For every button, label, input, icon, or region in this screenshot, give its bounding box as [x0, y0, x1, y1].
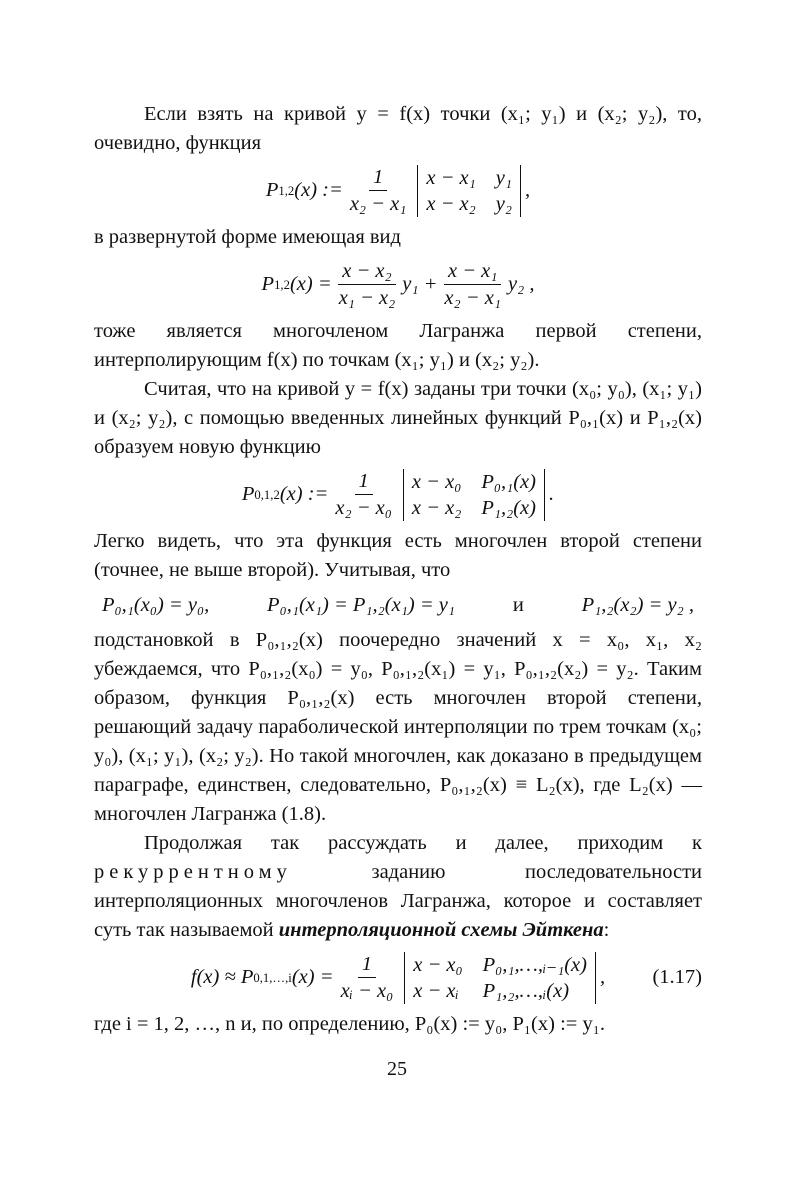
formula-part: P₁,₂(x₂) = y₂ ,: [581, 594, 694, 616]
formula-node-values: [94, 591, 702, 620]
paragraph-7: [94, 829, 702, 945]
paragraph-6: подстановкой в P₀,₁,₂(x) поочередно значений x = x₀, x₁, x₂ убеждаемся, что P₀,₁,₂(x₀) = y₀, P₀,₁,₂(x₁) = y₁, P₀,₁,₂(x₂) = y₂. Таким образом, функция P₀,₁,₂(x) есть многочлен второй степени, решающий задачу параболической интерполяции по трем точкам (x₀; y₀), (x₁; y₁), (x₂; y₂). Но такой многочлен, как доказано в предыдущем параграфе, единствен, следовательно, P₀,₁,₂(x) ≡ L₂(x), где L₂(x) — многочлен Лагранжа (1.8).: [94, 629, 702, 825]
formula-lhs: P: [265, 179, 279, 201]
paragraph-5: Легко видеть, что эта функция есть многочлен второй степени (точнее, не выше второй). Учитывая, что: [94, 530, 702, 581]
det-cell: x − x₂: [411, 496, 462, 519]
paragraph-7-mid: заданию последовательности интерполяционных многочленов Лагранжа, которое и составляет суть так называемой: [94, 861, 702, 941]
formula-term: y₁ +: [402, 273, 438, 295]
equation-number: (1.17): [652, 966, 702, 988]
fraction: [335, 258, 400, 311]
term-aitken-scheme: интерполяционной схемы Эйткена: [278, 919, 604, 941]
paragraph-4: Считая, что на кривой y = f(x) заданы три точки (x₀; y₀), (x₁; y₁) и (x₂; y₂), с помощью введенных линейных функций P₀,₁(x) и P₁,₂(x) образуем новую функцию: [94, 378, 702, 458]
det-cell: x − x₁: [426, 166, 476, 189]
fraction-numerator: x − x₂: [338, 258, 395, 285]
paragraph-1: Если взять на кривой y = f(x) точки (x₁; y₁) и (x₂; y₂), то, очевидно, функция: [94, 103, 702, 154]
fraction: [331, 468, 396, 521]
formula-part: P₀,₁(x₁) = P₁,₂(x₁) = y₁: [267, 594, 456, 616]
formula-lhs-arg: (x) =: [289, 273, 332, 295]
formula-lhs: P: [241, 483, 255, 505]
det-cell: P₁,₂,…,ᵢ(x): [482, 979, 570, 1002]
formula-lhs-arg: (x) =: [291, 966, 334, 988]
formula-lhs-arg: (x) :=: [294, 179, 343, 201]
det-cell: x − x₂: [426, 192, 476, 215]
formula-lhs: f(x) ≈ P: [190, 966, 254, 988]
determinant: [417, 165, 521, 217]
formula-p12-determinant: P 1,2 (x) := $\frac{1}{\text{x₂ − x₁}}$ x − x₁ y₁ x − x₂ y₂ ,: [265, 166, 531, 215]
paragraph-7-start: Продолжая так рассуждать и далее, приходим к: [144, 832, 702, 854]
det-cell: P₀,₁,…,ᵢ₋₁(x): [482, 953, 587, 976]
fraction: [440, 258, 505, 311]
page-body: [94, 100, 702, 1039]
fraction-denominator: x₁ − x₂: [338, 287, 396, 309]
det-cell: x − x₀: [411, 470, 462, 493]
determinant: [403, 469, 545, 521]
formula-conjunction: и: [512, 594, 524, 616]
fraction: [337, 951, 398, 1004]
formula-tail: .: [548, 483, 555, 505]
formula-tail: ,: [599, 966, 606, 988]
det-cell: x − xᵢ: [413, 979, 459, 1002]
fraction-numerator: 1: [355, 468, 373, 495]
formula-lhs: P: [261, 273, 275, 295]
fraction-denominator: x₂ − x₀: [335, 497, 392, 519]
formula-part: P₀,₁(x₀) = y₀,: [102, 594, 210, 616]
fraction-denominator: x₂ − x₁: [349, 193, 407, 215]
paragraph-7-spaced: рекуррентному: [94, 861, 292, 883]
det-cell: P₁,₂(x): [481, 496, 536, 519]
formula-term: y₂ ,: [507, 273, 535, 295]
det-cell: P₀,₁(x): [481, 470, 536, 493]
formula-aitken: f(x) ≈ P 0,1,…,i (x) = $\frac{1}{\text{xᵢ − x₀}}$ x − x₀ P₀,₁,…,ᵢ₋₁(x) x − xᵢ P₁,₂,…,ᵢ(x) , (1.17): [190, 953, 702, 1002]
formula-p12-expanded: P 1,2 (x) = $\frac{\text{x − x₂}}{\text{x₁ − x₂}}$ y₁ + $\frac{\text{x − x₁}}{\text{x₂ − x₁}}$ y₂ ,: [261, 260, 535, 309]
fraction-numerator: 1: [358, 951, 376, 978]
formula-tail: ,: [525, 179, 531, 201]
det-cell: x − x₀: [413, 953, 463, 976]
determinant: [404, 952, 596, 1004]
formula-p012-determinant: P 0,1,2 (x) := $\frac{1}{\text{x₂ − x₀}}$ x − x₀ P₀,₁(x) x − x₂ P₁,₂(x) .: [241, 470, 555, 519]
paragraph-8: где i = 1, 2, …, n и, по определению, P₀(x) := y₀, P₁(x) := y₁.: [94, 1013, 605, 1035]
fraction-numerator: 1: [369, 164, 387, 191]
fraction: [346, 164, 411, 217]
formula-lhs-arg: (x) :=: [279, 483, 329, 505]
det-cell: y₁: [495, 166, 513, 189]
fraction-denominator: xᵢ − x₀: [340, 980, 394, 1002]
fraction-numerator: x − x₁: [444, 258, 501, 285]
paragraph-7-end: :: [603, 919, 610, 941]
page-number: 25: [387, 1058, 407, 1080]
det-cell: y₂: [495, 192, 513, 215]
fraction-denominator: x₂ − x₁: [444, 287, 501, 309]
paragraph-3: тоже является многочленом Лагранжа первой степени, интерполирующим f(x) по точкам (x₁; y₁) и (x₂; y₂).: [94, 320, 702, 371]
paragraph-2: в развернутой форме имеющая вид: [94, 226, 401, 248]
